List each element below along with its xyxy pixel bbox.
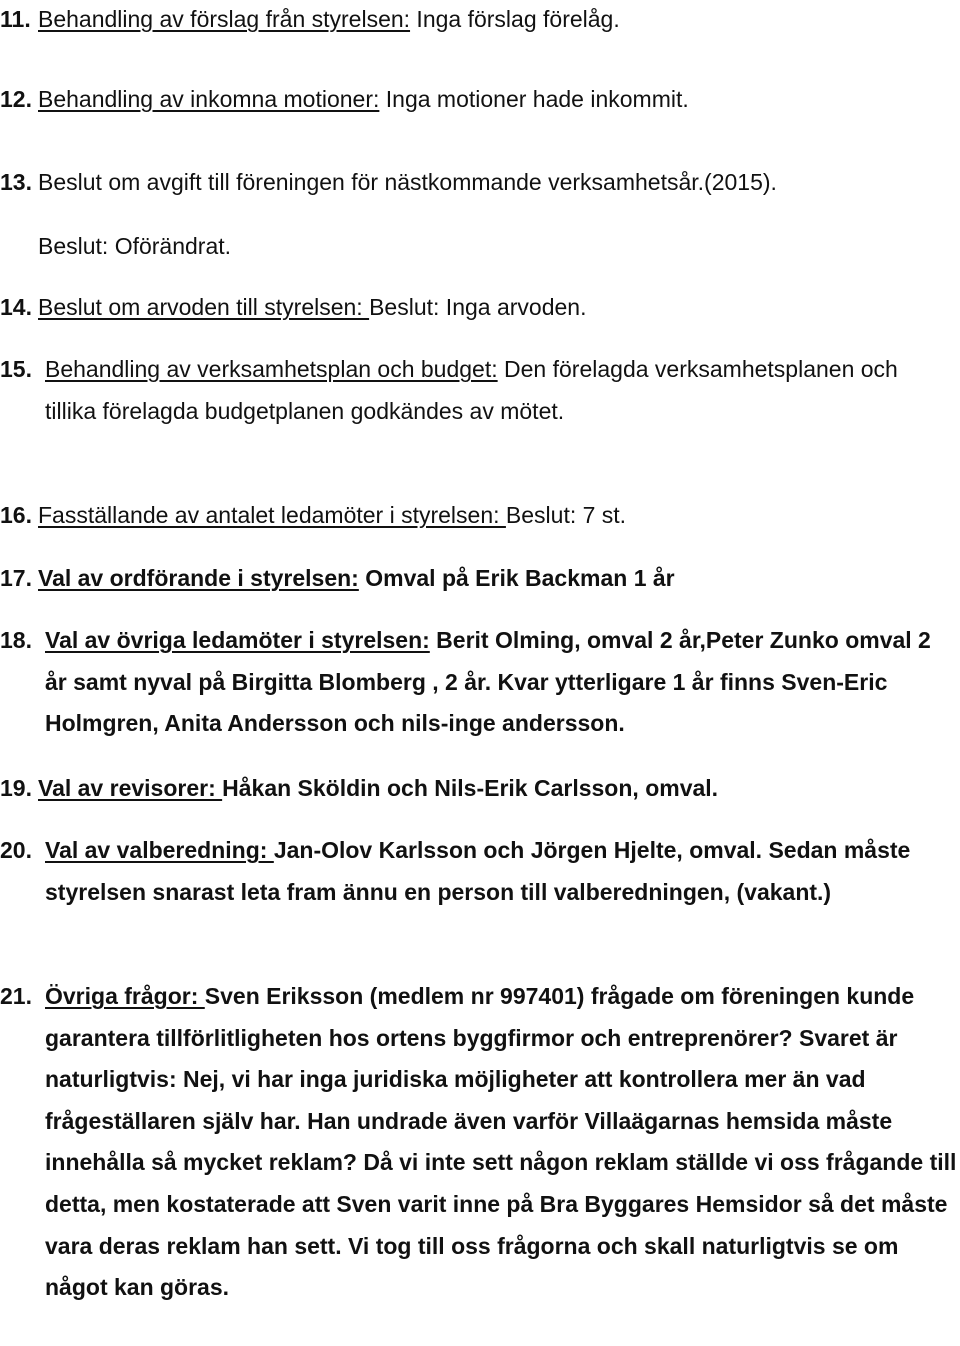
item-text: Omval på Erik Backman 1 år <box>358 565 675 591</box>
item-heading: Val av valberedning: <box>45 837 274 863</box>
item-number: 12. <box>0 86 32 112</box>
item-text: Håkan Sköldin och Nils-Erik Carlsson, omval. <box>222 775 719 801</box>
agenda-item-19 <box>0 768 960 810</box>
item-number: 14. <box>0 294 32 320</box>
agenda-item-18 <box>0 620 960 745</box>
agenda-item-17 <box>0 558 960 600</box>
item-number: 17. <box>0 565 32 591</box>
item-number: 19. <box>0 775 32 801</box>
item-number: 21. <box>0 983 32 1009</box>
item-text: Beslut: 7 st. <box>505 502 627 528</box>
item-number: 15. <box>0 356 32 382</box>
item-text: Den förelagda verksamhetsplanen och tillika förelagda budgetplanen godkändes av mötet. <box>45 356 898 424</box>
agenda-item-20 <box>0 830 960 913</box>
agenda-item-13 <box>0 162 960 204</box>
agenda-item-12 <box>0 79 960 121</box>
item-text: Inga motioner hade inkommit. <box>379 86 689 112</box>
item-number: 18. <box>0 627 32 653</box>
agenda-item-14 <box>0 287 960 329</box>
item-number: 11. <box>0 6 31 32</box>
agenda-item-11 <box>0 0 960 41</box>
item-13-decision: Beslut: Oförändrat. <box>38 233 232 259</box>
item-text: Beslut: Inga arvoden. <box>369 294 587 320</box>
item-heading: Val av ordförande i styrelsen: <box>38 565 359 591</box>
item-heading: Val av revisorer: <box>38 775 223 801</box>
item-heading: Behandling av inkomna motioner: <box>38 86 380 112</box>
item-number: 20. <box>0 837 32 863</box>
agenda-item-21 <box>0 976 960 1309</box>
item-text: Berit Olming, omval 2 år,Peter Zunko omval 2 år samt nyval på Birgitta Blomberg , 2 år. Kvar ytterligare 1 år finns Sven-Eric Holmgren, Anita Andersson och nils-inge andersson. <box>45 627 931 737</box>
item-heading: Val av övriga ledamöter i styrelsen: <box>45 627 430 653</box>
item-heading: Fasställande av antalet ledamöter i styrelsen: <box>38 502 506 528</box>
item-heading: Övriga frågor: <box>45 983 205 1009</box>
item-text: Beslut om avgift till föreningen för nästkommande verksamhetsår.(2015). <box>38 169 777 195</box>
agenda-item-16 <box>0 495 960 537</box>
item-number: 16. <box>0 502 32 528</box>
item-heading: Beslut om arvoden till styrelsen: <box>38 294 370 320</box>
item-heading: Behandling av förslag från styrelsen: <box>38 6 411 32</box>
item-text: Inga förslag förelåg. <box>410 6 620 32</box>
item-text: Sven Eriksson (medlem nr 997401) frågade om föreningen kunde garantera tillförlitligheten hos ortens byggfirmor och entreprenörer? Svaret är naturligtvis: Nej, vi har inga juridiska möjligheter att kontrollera mer än vad frågeställaren själv har. Han undrade även varför Villaägarnas hemsida måste innehålla så mycket reklam? Då vi inte sett någon reklam ställde vi oss frågande till detta, men kostaterade att Sven varit inne på Bra Byggares Hemsidor så det måste vara deras reklam han sett. Vi tog till oss frågorna och skall naturligtvis se om något kan göras. <box>45 983 957 1301</box>
item-heading: Behandling av verksamhetsplan och budget: <box>45 356 498 382</box>
item-text: Jan-Olov Karlsson och Jörgen Hjelte, omval. Sedan måste styrelsen snarast leta fram ännu en person till valberedningen, (vakant.) <box>45 837 911 905</box>
item-number: 13. <box>0 169 32 195</box>
agenda-item-15 <box>0 349 960 432</box>
